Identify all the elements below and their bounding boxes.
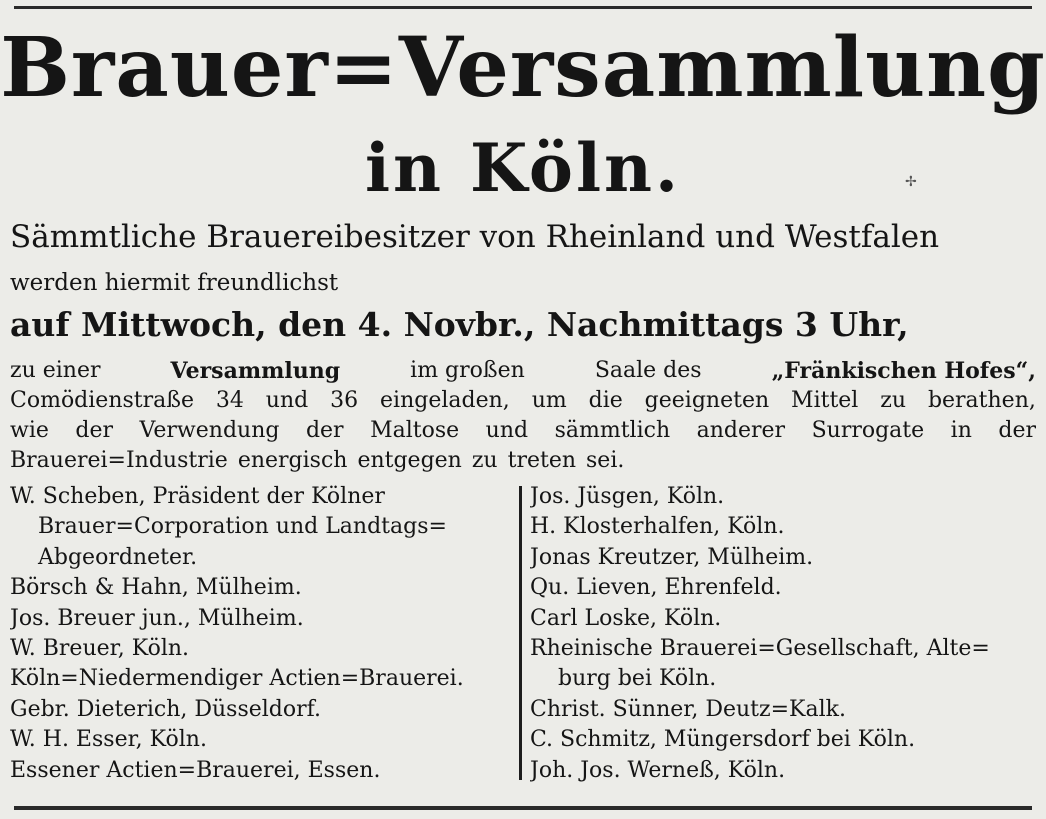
body-word: und	[265, 388, 309, 413]
signatory-entry: Jos. Breuer jun., Mülheim.	[10, 605, 304, 631]
venue-name: „Fränkischen Hofes“,	[771, 358, 1036, 384]
body-word: berathen,	[927, 388, 1036, 413]
body-word: 36	[330, 388, 359, 413]
signatory-entry: Brauer=Corporation und Landtags=	[38, 514, 447, 540]
body-word: die	[588, 388, 623, 413]
signatory-entry: Abgeordneter.	[38, 544, 198, 570]
signatory-entry: burg bei Köln.	[558, 666, 717, 692]
body-word: der	[75, 418, 114, 443]
signatory-entry: Carl Loske, Köln.	[530, 605, 722, 631]
body-word: Maltose	[370, 418, 460, 443]
body-word: 34	[215, 388, 244, 413]
signatories-right-column	[530, 482, 1030, 786]
bottom-rule	[14, 806, 1032, 810]
body-word: energisch	[237, 448, 348, 473]
body-word: und	[485, 418, 529, 443]
column-divider	[519, 486, 522, 780]
body-word: wie	[10, 418, 49, 443]
signatory-entry: H. Klosterhalfen, Köln.	[530, 514, 785, 540]
advert-title: Brauer=Versammlung	[0, 20, 1046, 116]
signatory-entry: Jos. Jüsgen, Köln.	[530, 484, 725, 509]
signatory-entry: Rheinische Brauerei=Gesellschaft, Alte=	[530, 636, 990, 662]
body-word: Comödienstraße	[10, 388, 194, 413]
body-word: Saale des	[594, 358, 702, 383]
body-word-emphasis: Versammlung	[170, 358, 341, 384]
signatory-entry: W. Breuer, Köln.	[10, 636, 190, 662]
intro-line-addressees: Sämmtliche Brauereibesitzer von Rheinland und Westfalen	[10, 219, 940, 255]
intro-line-invitation: werden hiermit freundlichst	[10, 270, 339, 296]
body-word: in	[950, 418, 972, 443]
body-word: sämmtlich	[554, 418, 671, 443]
advert-subtitle: in Köln.	[364, 129, 681, 207]
body-word: Verwendung	[139, 418, 280, 443]
signatory-entry: Qu. Lieven, Ehrenfeld.	[530, 575, 782, 601]
body-line-address	[10, 386, 1036, 416]
signatory-entry: C. Schmitz, Müngersdorf bei Köln.	[530, 727, 916, 753]
paper-crease-mark: ✢	[905, 174, 917, 190]
body-word: im großen	[410, 358, 525, 383]
body-word: Brauerei=Industrie	[10, 448, 228, 473]
signatory-entry: W. Scheben, Präsident der Kölner	[10, 484, 385, 509]
body-word: eingeladen,	[380, 388, 510, 413]
signatory-entry: Börsch & Hahn, Mülheim.	[10, 575, 302, 601]
body-word: zu	[880, 388, 907, 413]
signatory-entry: Jonas Kreutzer, Mülheim.	[530, 544, 814, 570]
signatory-entry: Essener Actien=Brauerei, Essen.	[10, 757, 381, 783]
body-line-purpose	[10, 416, 1036, 446]
body-line-venue	[10, 356, 1036, 386]
body-word: Mittel	[791, 388, 859, 413]
body-word: entgegen	[357, 448, 462, 473]
signatories-left-column	[10, 482, 515, 786]
body-line-conclusion	[10, 446, 1036, 476]
body-word: geeigneten	[644, 388, 770, 413]
body-word: zu	[471, 448, 498, 473]
body-word: zu einer	[10, 358, 101, 383]
body-word: Surrogate	[811, 418, 925, 443]
body-word: treten	[507, 448, 577, 473]
body-word: der	[998, 418, 1036, 443]
meeting-date-line: auf Mittwoch, den 4. Novbr., Nachmittags 3 Uhr,	[10, 305, 909, 344]
body-word: um	[531, 388, 567, 413]
body-word: der	[305, 418, 344, 443]
signatory-entry: Köln=Niedermendiger Actien=Brauerei.	[10, 666, 464, 692]
top-rule	[14, 6, 1032, 9]
body-word: anderer	[696, 418, 786, 443]
signatory-entry: Joh. Jos. Werneß, Köln.	[530, 757, 786, 783]
body-word: sei.	[586, 448, 625, 473]
signatory-entry: W. H. Esser, Köln.	[10, 727, 207, 753]
signatory-entry: Gebr. Dieterich, Düsseldorf.	[10, 696, 321, 722]
signatory-entry: Christ. Sünner, Deutz=Kalk.	[530, 696, 846, 722]
